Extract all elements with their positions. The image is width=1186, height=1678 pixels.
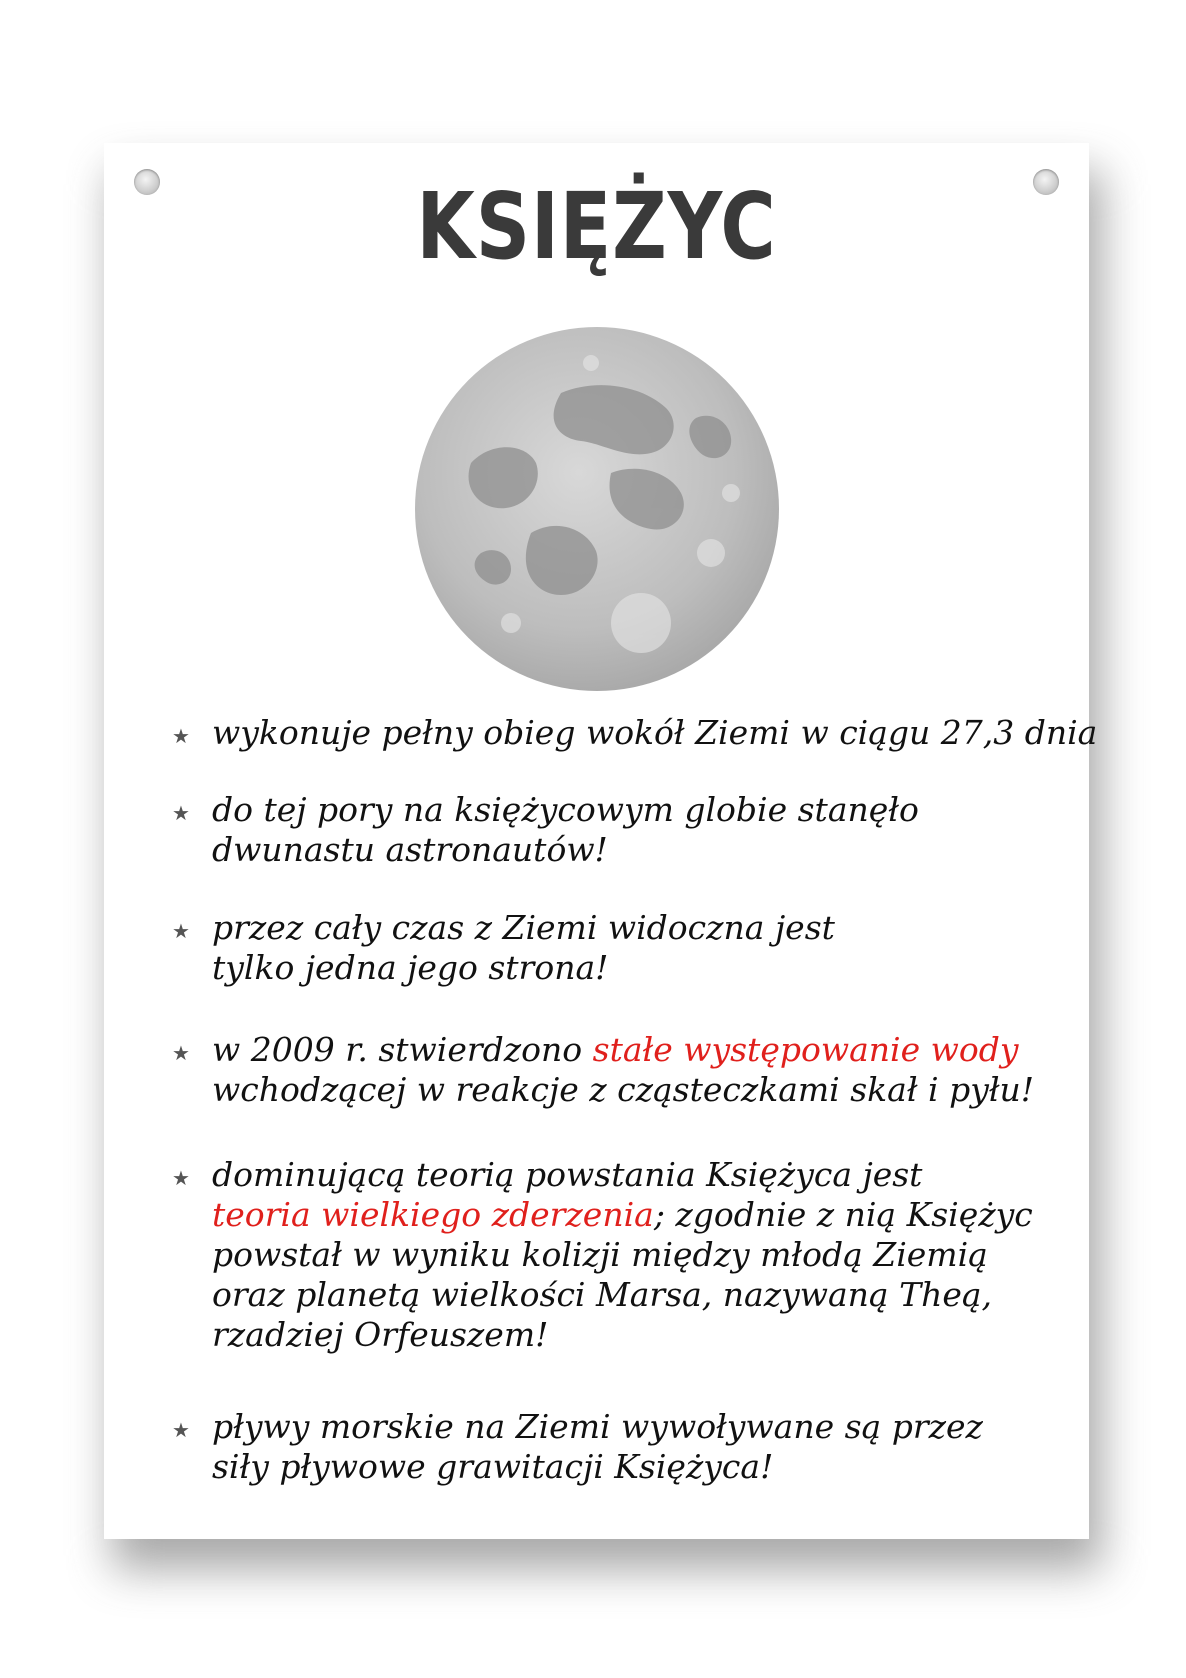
fact-item [172,1030,1052,1110]
star-icon: ★ [172,919,190,943]
fact-line [212,1275,1052,1315]
fact-line [212,948,1052,988]
fact-line [212,1155,1052,1195]
fact-text: przez cały czas z Ziemi widoczna jest [212,908,835,947]
fact-line [212,908,1052,948]
fact-line [212,1070,1052,1110]
mounting-hole-left [134,169,160,195]
fact-item [172,1155,1052,1355]
star-icon: ★ [172,724,190,748]
fact-text: powstał w wyniku kolizji między młodą Ziemią [212,1235,988,1274]
fact-line [212,1195,1052,1235]
fact-text: wchodzącej w reakcje z cząsteczkami skał i pyłu! [212,1070,1035,1109]
highlighted-text: stałe występowanie wody [592,1030,1019,1069]
fact-text: pływy morskie na Ziemi wywoływane są przez [212,1407,983,1446]
fact-text: dominującą teorią powstania Księżyca jest [212,1155,923,1194]
star-icon: ★ [172,1041,190,1065]
fact-line [212,713,1098,753]
fact-line [212,1407,1052,1447]
fact-text: oraz planetą wielkości Marsa, nazywaną Theą, [212,1275,993,1314]
fact-text: siły pływowe grawitacji Księżyca! [212,1447,774,1486]
fact-item [172,790,1052,870]
highlighted-text: teoria wielkiego zderzenia [212,1195,654,1234]
moon-icon [411,323,783,695]
star-icon: ★ [172,1166,190,1190]
moon-graphic [411,323,783,695]
star-icon: ★ [172,1418,190,1442]
fact-line [212,1315,1052,1355]
fact-line [212,790,1052,830]
fact-line [212,1235,1052,1275]
fact-text: rzadziej Orfeuszem! [212,1315,549,1354]
fact-text: do tej pory na księżycowym globie stanęło [212,790,919,829]
fact-text: w 2009 r. stwierdzono [212,1030,593,1069]
fact-text: ; zgodnie z nią Księżyc [653,1195,1033,1234]
fact-line [212,1030,1052,1070]
poster-sheet [104,143,1098,1539]
star-icon: ★ [172,801,190,825]
moon-disc [415,327,779,691]
fact-list [172,713,1098,1487]
poster-title: KSIĘŻYC [416,173,777,280]
fact-line [212,1447,1052,1487]
fact-item [172,713,1098,753]
fact-item [172,908,1052,988]
fact-line [212,830,1052,870]
mounting-hole-right [1033,169,1059,195]
fact-text: tylko jedna jego strona! [212,948,609,987]
fact-item [172,1407,1052,1487]
fact-text: wykonuje pełny obieg wokół Ziemi w ciągu 27,3 dnia [212,713,1098,752]
fact-text: dwunastu astronautów! [212,830,608,869]
